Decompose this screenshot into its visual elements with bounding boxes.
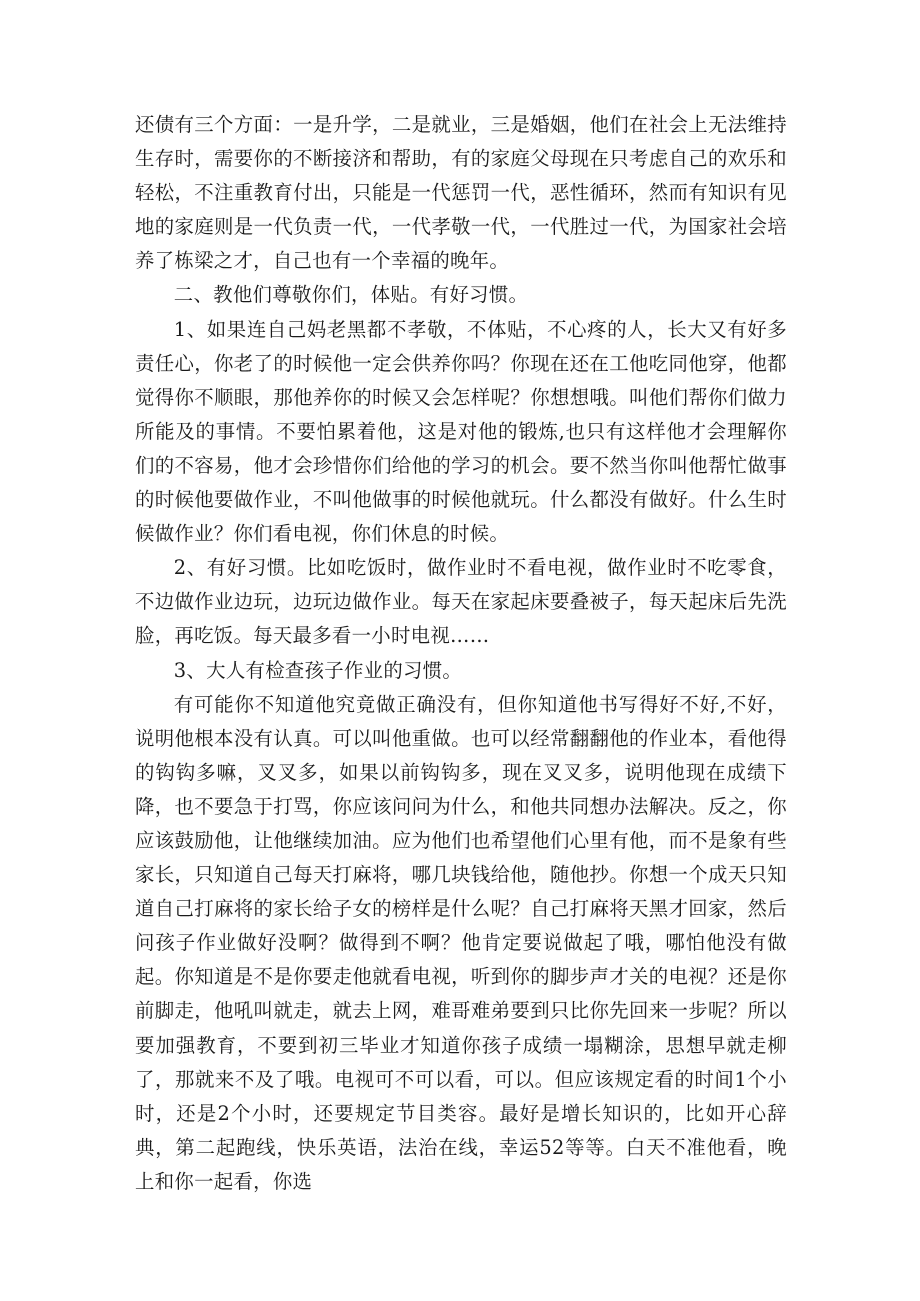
document-body: [135, 108, 787, 1199]
paragraph-homework-check: 有可能你不知道他究竟做正确没有，但你知道他书写得好不好,不好，说明他根本没有认真。可以叫他重做。也可以经常翻翻他的作业本，看他得的钩钩多嘛，叉叉多，如果以前钩钩多，现在叉叉多，说明他现在成绩下降，也不要急于打骂，你应该问问为什么，和他共同想办法解决。反之，你应该鼓励他，让他继续加油。应为他们也希望他们心里有他，而不是象有些家长，只知道自己每天打麻将，哪几块钱给他，随他抄。你想一个成天只知道自己打麻将的家长给子女的榜样是什么呢？自己打麻将天黑才回家，然后问孩子作业做好没啊？做得到不啊？他肯定要说做起了哦，哪怕他没有做起。你知道是不是你要走他就看电视，听到你的脚步声才关的电视？还是你前脚走，他吼叫就走，就去上网，难哥难弟要到只比你先回来一步呢？所以要加强教育，不要到初三毕业才知道你孩子成绩一塌糊涂，思想早就走柳了，那就来不及了哦。电视可不可以看，可以。但应该规定看的时间1个小时，还是2个小时，还要规定节目类容。最好是增长知识的，比如开心辞典，第二起跑线，快乐英语，法治在线，幸运52等等。白天不准他看，晚上和你一起看，你选: [135, 692, 787, 1193]
paragraph-debt-aspects: 还债有三个方面：一是升学，二是就业，三是婚姻，他们在社会上无法维持生存时，需要你的不断接济和帮助，有的家庭父母现在只考虑自己的欢乐和轻松，不注重教育付出，只能是一代惩罚一代，恶性循环，然而有知识有见地的家庭则是一代负责一代，一代孝敬一代，一代胜过一代，为国家社会培养了栋梁之才，自己也有一个幸福的晚年。: [135, 113, 787, 273]
paragraph-item-1: 1、如果连自己妈老黑都不孝敬，不体贴，不心疼的人，长大又有好多责任心，你老了的时候他一定会供养你吗？你现在还在工他吃同他穿，他都觉得你不顺眼，那他养你的时候又会怎样呢？你想想哦。叫他们帮你们做力所能及的事情。不要怕累着他，这是对他的锻炼,也只有这样他才会理解你们的不容易，他才会珍惜你们给他的学习的机会。要不然当你叫他帮忙做事的时候他要做作业，不叫他做事的时候他就玩。什么都没有做好。什么生时候做作业？你们看电视，你们休息的时候。: [135, 317, 787, 546]
paragraph-item-3-heading: 3、大人有检查孩子作业的习惯。: [173, 658, 463, 682]
paragraph-item-2: 2、有好习惯。比如吃饭时，做作业时不看电视，做作业时不吃零食，不边做作业边玩，边玩边做作业。每天在家起床要叠被子，每天起床后先洗脸，再吃饭。每天最多看一小时电视……: [135, 556, 787, 648]
section-heading-respect: 二、教他们尊敬你们，体贴。有好习惯。: [173, 283, 529, 307]
